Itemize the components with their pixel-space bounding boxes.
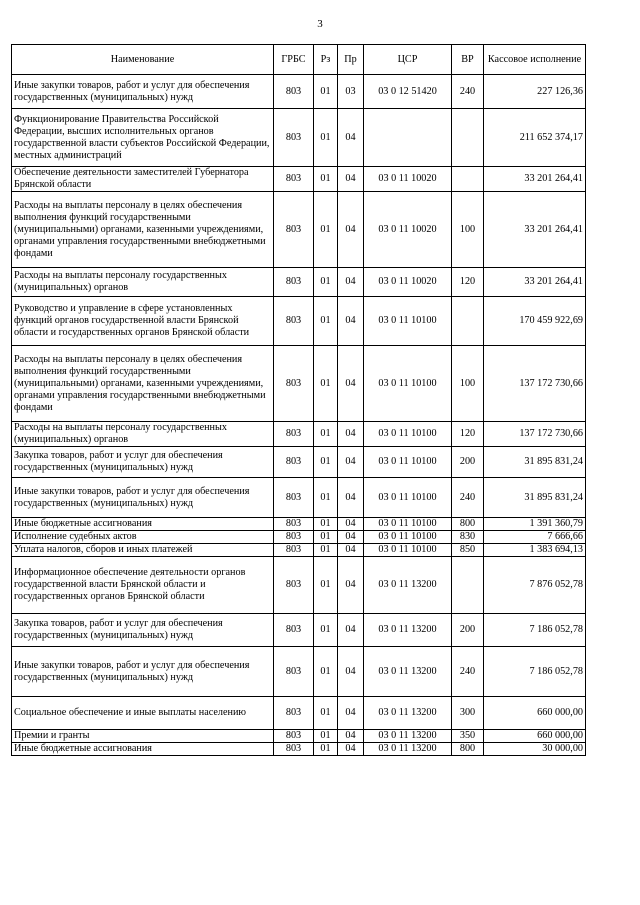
cell-vr: 350: [452, 730, 484, 743]
cell-grbs: 803: [274, 697, 314, 730]
cell-vr: [452, 167, 484, 192]
cell-pr: 04: [338, 647, 364, 697]
cell-rz: 01: [314, 557, 338, 614]
cell-name: Обеспечение деятельности заместителей Губернатора Брянской области: [12, 167, 274, 192]
cell-pr: 04: [338, 544, 364, 557]
cell-vr: 240: [452, 478, 484, 518]
cell-rz: 01: [314, 75, 338, 109]
cell-csr: 03 0 11 13200: [364, 730, 452, 743]
table-row: [12, 614, 586, 647]
cell-amount: 30 000,00: [484, 743, 586, 756]
table-row: [12, 447, 586, 478]
table-row: [12, 109, 586, 167]
cell-name: Закупка товаров, работ и услуг для обеспечения государственных (муниципальных) нужд: [12, 614, 274, 647]
cell-rz: 01: [314, 268, 338, 297]
cell-vr: 120: [452, 422, 484, 447]
cell-pr: 04: [338, 614, 364, 647]
cell-pr: 04: [338, 531, 364, 544]
header-csr: ЦСР: [364, 45, 452, 75]
cell-grbs: 803: [274, 647, 314, 697]
cell-rz: 01: [314, 478, 338, 518]
cell-grbs: 803: [274, 192, 314, 268]
cell-vr: [452, 557, 484, 614]
cell-name: Уплата налогов, сборов и иных платежей: [12, 544, 274, 557]
cell-amount: 137 172 730,66: [484, 346, 586, 422]
table-row: [12, 647, 586, 697]
cell-name: Иные закупки товаров, работ и услуг для обеспечения государственных (муниципальных) нужд: [12, 647, 274, 697]
table-row: [12, 531, 586, 544]
cell-name: Расходы на выплаты персоналу в целях обеспечения выполнения функций государственными (муниципальными) органами, казенными учреждениями, органами управления государственными внебюджетными фондами: [12, 192, 274, 268]
cell-name: Исполнение судебных актов: [12, 531, 274, 544]
cell-vr: 240: [452, 75, 484, 109]
table-row: [12, 697, 586, 730]
cell-rz: 01: [314, 697, 338, 730]
cell-pr: 04: [338, 422, 364, 447]
header-name: Наименование: [12, 45, 274, 75]
cell-vr: 120: [452, 268, 484, 297]
cell-pr: 03: [338, 75, 364, 109]
cell-grbs: 803: [274, 531, 314, 544]
cell-name: Иные бюджетные ассигнования: [12, 518, 274, 531]
cell-pr: 04: [338, 697, 364, 730]
cell-amount: 1 391 360,79: [484, 518, 586, 531]
cell-amount: 7 186 052,78: [484, 614, 586, 647]
cell-name: Расходы на выплаты персоналу государственных (муниципальных) органов: [12, 268, 274, 297]
cell-csr: 03 0 11 10100: [364, 422, 452, 447]
cell-csr: 03 0 11 13200: [364, 743, 452, 756]
table-header-row: [12, 45, 586, 75]
cell-rz: 01: [314, 422, 338, 447]
cell-grbs: 803: [274, 268, 314, 297]
cell-grbs: 803: [274, 297, 314, 346]
cell-pr: 04: [338, 268, 364, 297]
cell-csr: 03 0 11 10100: [364, 447, 452, 478]
cell-csr: 03 0 11 10100: [364, 346, 452, 422]
table-row: [12, 518, 586, 531]
cell-rz: 01: [314, 614, 338, 647]
cell-name: Информационное обеспечение деятельности органов государственной власти Брянской области и государственных органов Брянской области: [12, 557, 274, 614]
cell-vr: 850: [452, 544, 484, 557]
cell-vr: 200: [452, 447, 484, 478]
cell-grbs: 803: [274, 743, 314, 756]
cell-rz: 01: [314, 167, 338, 192]
cell-name: Расходы на выплаты персоналу государственных (муниципальных) органов: [12, 422, 274, 447]
cell-csr: 03 0 11 13200: [364, 697, 452, 730]
cell-rz: 01: [314, 297, 338, 346]
table-row: [12, 743, 586, 756]
table-row: [12, 268, 586, 297]
cell-amount: 7 666,66: [484, 531, 586, 544]
cell-amount: 7 876 052,78: [484, 557, 586, 614]
table-row: [12, 346, 586, 422]
cell-csr: 03 0 11 13200: [364, 614, 452, 647]
cell-vr: 100: [452, 192, 484, 268]
header-vr: ВР: [452, 45, 484, 75]
cell-vr: 200: [452, 614, 484, 647]
cell-rz: 01: [314, 531, 338, 544]
cell-csr: 03 0 11 10020: [364, 268, 452, 297]
table-row: [12, 75, 586, 109]
cell-name: Закупка товаров, работ и услуг для обеспечения государственных (муниципальных) нужд: [12, 447, 274, 478]
cell-csr: 03 0 11 10100: [364, 544, 452, 557]
cell-csr: 03 0 11 10100: [364, 478, 452, 518]
cell-amount: 660 000,00: [484, 697, 586, 730]
cell-vr: [452, 109, 484, 167]
cell-vr: [452, 297, 484, 346]
cell-name: Иные закупки товаров, работ и услуг для обеспечения государственных (муниципальных) нужд: [12, 478, 274, 518]
cell-grbs: 803: [274, 346, 314, 422]
cell-pr: 04: [338, 346, 364, 422]
cell-name: Расходы на выплаты персоналу в целях обеспечения выполнения функций государственными (муниципальными) органами, казенными учреждениями, органами управления государственными внебюджетными фондами: [12, 346, 274, 422]
cell-rz: 01: [314, 192, 338, 268]
header-amount: Кассовое исполнение: [484, 45, 586, 75]
table-row: [12, 730, 586, 743]
cell-vr: 800: [452, 743, 484, 756]
table-row: [12, 557, 586, 614]
cell-grbs: 803: [274, 167, 314, 192]
cell-pr: 04: [338, 297, 364, 346]
table-row: [12, 478, 586, 518]
cell-rz: 01: [314, 544, 338, 557]
cell-amount: 31 895 831,24: [484, 478, 586, 518]
cell-rz: 01: [314, 730, 338, 743]
cell-pr: 04: [338, 447, 364, 478]
cell-csr: [364, 109, 452, 167]
cell-csr: 03 0 11 10100: [364, 518, 452, 531]
cell-csr: 03 0 11 13200: [364, 647, 452, 697]
cell-csr: 03 0 11 10020: [364, 192, 452, 268]
cell-amount: 1 383 694,13: [484, 544, 586, 557]
cell-grbs: 803: [274, 109, 314, 167]
cell-name: Руководство и управление в сфере установленных функций органов государственной власти Брянской области и государственных органов Брянской области: [12, 297, 274, 346]
cell-rz: 01: [314, 447, 338, 478]
cell-amount: 31 895 831,24: [484, 447, 586, 478]
table-row: [12, 544, 586, 557]
cell-amount: 7 186 052,78: [484, 647, 586, 697]
cell-amount: 660 000,00: [484, 730, 586, 743]
cell-grbs: 803: [274, 614, 314, 647]
cell-pr: 04: [338, 109, 364, 167]
cell-name: Социальное обеспечение и иные выплаты населению: [12, 697, 274, 730]
cell-name: Премии и гранты: [12, 730, 274, 743]
cell-grbs: 803: [274, 422, 314, 447]
cell-pr: 04: [338, 167, 364, 192]
cell-pr: 04: [338, 518, 364, 531]
cell-grbs: 803: [274, 544, 314, 557]
table-row: [12, 422, 586, 447]
cell-vr: 830: [452, 531, 484, 544]
cell-pr: 04: [338, 743, 364, 756]
cell-csr: 03 0 11 10100: [364, 297, 452, 346]
cell-pr: 04: [338, 478, 364, 518]
cell-rz: 01: [314, 109, 338, 167]
cell-grbs: 803: [274, 75, 314, 109]
cell-csr: 03 0 11 13200: [364, 557, 452, 614]
cell-name: Иные закупки товаров, работ и услуг для обеспечения государственных (муниципальных) нужд: [12, 75, 274, 109]
cell-grbs: 803: [274, 557, 314, 614]
cell-amount: 33 201 264,41: [484, 268, 586, 297]
cell-grbs: 803: [274, 478, 314, 518]
table-row: [12, 297, 586, 346]
header-grbs: ГРБС: [274, 45, 314, 75]
cell-grbs: 803: [274, 447, 314, 478]
cell-amount: 33 201 264,41: [484, 192, 586, 268]
header-pr: Пр: [338, 45, 364, 75]
cell-pr: 04: [338, 730, 364, 743]
cell-grbs: 803: [274, 730, 314, 743]
cell-csr: 03 0 11 10020: [364, 167, 452, 192]
cell-amount: 211 652 374,17: [484, 109, 586, 167]
cell-rz: 01: [314, 743, 338, 756]
cell-amount: 227 126,36: [484, 75, 586, 109]
cell-vr: 300: [452, 697, 484, 730]
cell-amount: 137 172 730,66: [484, 422, 586, 447]
cell-pr: 04: [338, 192, 364, 268]
page-number: 3: [317, 18, 323, 30]
cell-grbs: 803: [274, 518, 314, 531]
cell-rz: 01: [314, 647, 338, 697]
cell-csr: 03 0 12 51420: [364, 75, 452, 109]
cell-amount: 33 201 264,41: [484, 167, 586, 192]
table-row: [12, 192, 586, 268]
header-rz: Рз: [314, 45, 338, 75]
cell-rz: 01: [314, 346, 338, 422]
cell-name: Функционирование Правительства Российской Федерации, высших исполнительных органов государственной власти субъектов Российской Федерации, местных администраций: [12, 109, 274, 167]
table-row: [12, 167, 586, 192]
cell-vr: 100: [452, 346, 484, 422]
table-body: [12, 75, 586, 756]
cell-name: Иные бюджетные ассигнования: [12, 743, 274, 756]
budget-execution-table: [11, 44, 586, 756]
cell-amount: 170 459 922,69: [484, 297, 586, 346]
cell-pr: 04: [338, 557, 364, 614]
cell-vr: 800: [452, 518, 484, 531]
cell-rz: 01: [314, 518, 338, 531]
cell-vr: 240: [452, 647, 484, 697]
cell-csr: 03 0 11 10100: [364, 531, 452, 544]
